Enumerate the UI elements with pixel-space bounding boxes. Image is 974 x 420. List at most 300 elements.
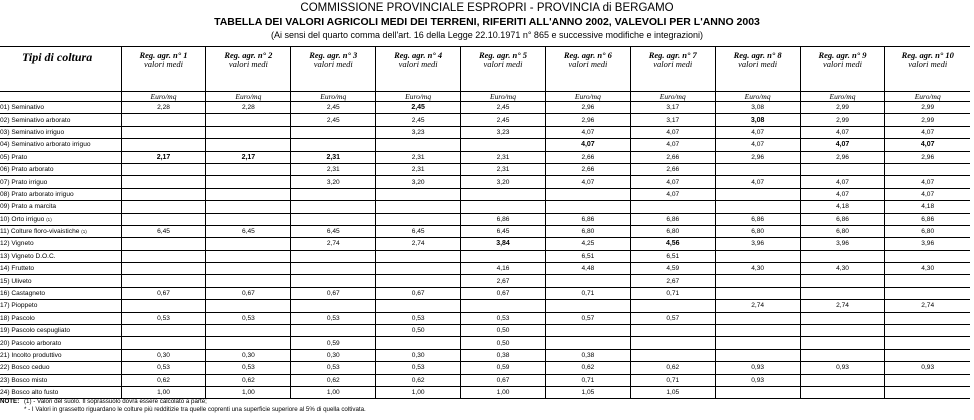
note-line-2	[0, 406, 366, 414]
table-row	[0, 188, 970, 200]
table-row	[0, 163, 970, 175]
unit-row	[0, 92, 970, 102]
crop-name	[0, 102, 121, 114]
value-cell	[885, 287, 970, 299]
table-row	[0, 287, 970, 299]
region-header-7	[630, 47, 715, 92]
value-cell: 0,93	[715, 374, 800, 386]
value-cell	[715, 201, 800, 213]
value-cell	[206, 114, 291, 126]
value-cell: 6,51	[545, 250, 630, 262]
crop-name-text: 09) Prato a marcita	[0, 203, 57, 211]
value-cell: 6,45	[461, 225, 546, 237]
value-cell: 2,28	[121, 102, 206, 114]
crop-name	[0, 151, 121, 163]
region-subtitle: valori medi	[398, 59, 438, 69]
value-cell	[630, 337, 715, 349]
value-cell: 2,31	[376, 163, 461, 175]
value-cell	[291, 325, 376, 337]
value-cell: 2,67	[630, 275, 715, 287]
region-header-1	[121, 47, 206, 92]
value-cell	[630, 349, 715, 361]
value-cell: 4,18	[885, 201, 970, 213]
value-cell	[206, 201, 291, 213]
crop-type-header: Tipi di coltura	[0, 47, 121, 92]
value-cell: 6,80	[800, 225, 885, 237]
crop-name-text: 21) Incolto produttivo	[0, 352, 62, 359]
value-cell	[800, 325, 885, 337]
crop-name-text: 06) Prato arborato	[0, 166, 54, 174]
value-cell: 2,99	[800, 114, 885, 126]
value-cell	[206, 188, 291, 200]
value-cell: 3,17	[630, 114, 715, 126]
region-header-3	[291, 47, 376, 92]
unit-cell: Euro/mq	[121, 92, 206, 102]
value-cell	[715, 250, 800, 262]
crop-name	[0, 114, 121, 126]
value-cell	[121, 300, 206, 312]
value-cell	[121, 213, 206, 225]
value-cell: 2,45	[376, 114, 461, 126]
value-cell	[376, 300, 461, 312]
crop-name-text: 19) Pascolo cespugliato	[0, 327, 71, 335]
value-cell	[121, 275, 206, 287]
region-name: Reg. agr. n° 8	[733, 50, 782, 60]
footnote-marker: (1)	[46, 216, 52, 222]
value-cell: 3,20	[376, 176, 461, 188]
value-cell	[206, 337, 291, 349]
value-cell	[121, 176, 206, 188]
region-name: Reg. agr. n° 3	[309, 50, 358, 60]
table-row	[0, 139, 970, 151]
crop-name	[0, 176, 121, 188]
table-row	[0, 275, 970, 287]
unit-cell: Euro/mq	[376, 92, 461, 102]
crop-name	[0, 163, 121, 175]
value-cell: 4,30	[800, 263, 885, 275]
value-cell	[800, 386, 885, 398]
value-cell: 0,67	[291, 287, 376, 299]
value-cell: 2,45	[461, 114, 546, 126]
value-cell: 6,86	[630, 213, 715, 225]
crop-name-text: 23) Bosco misto	[0, 376, 48, 384]
value-cell: 2,66	[545, 151, 630, 163]
value-cell	[291, 126, 376, 138]
value-cell	[121, 250, 206, 262]
region-subtitle: valori medi	[823, 59, 862, 69]
table-row	[0, 213, 970, 225]
value-cell	[376, 275, 461, 287]
value-cell: 1,00	[291, 386, 376, 398]
value-cell	[715, 337, 800, 349]
table-row	[0, 312, 970, 324]
crop-name-text: 22) Bosco ceduo	[0, 364, 50, 372]
value-cell: 0,53	[376, 362, 461, 374]
value-cell	[376, 337, 461, 349]
value-cell: 2,99	[885, 102, 970, 114]
crop-name-text: 14) Frutteto	[0, 265, 35, 273]
value-cell: 2,31	[291, 163, 376, 175]
value-cell	[376, 139, 461, 151]
value-cell: 6,80	[630, 225, 715, 237]
value-cell	[121, 114, 206, 126]
value-cell	[545, 325, 630, 337]
value-cell	[206, 238, 291, 250]
region-header-10	[885, 47, 970, 92]
value-cell: 0,30	[206, 349, 291, 361]
region-name: Reg. agr. n° 5	[478, 50, 528, 60]
value-cell: 0,71	[630, 374, 715, 386]
value-cell: 6,86	[800, 213, 885, 225]
value-cell: 2,28	[206, 102, 291, 114]
value-cell: 2,66	[545, 163, 630, 175]
value-cell: 2,45	[376, 102, 461, 114]
value-cell: 2,66	[630, 151, 715, 163]
value-cell	[715, 386, 800, 398]
page-title: COMMISSIONE PROVINCIALE ESPROPRI - PROVINCIA di BERGAMO	[300, 2, 674, 14]
value-cell	[461, 188, 546, 200]
crop-name-text: 05) Prato	[0, 153, 28, 161]
table-row	[0, 126, 970, 138]
value-cell: 0,59	[461, 362, 546, 374]
region-subtitle: valori medi	[738, 59, 778, 69]
unit-cell: Euro/mq	[885, 92, 970, 102]
value-cell: 2,96	[800, 151, 885, 163]
notes-label: NOTE:	[0, 398, 20, 405]
value-cell: 1,05	[545, 386, 630, 398]
crop-name	[0, 312, 121, 324]
table-row	[0, 250, 970, 262]
crop-name-text: 04) Seminativo arborato irriguo	[0, 141, 91, 149]
value-cell: 0,53	[291, 312, 376, 324]
page-subtitle: TABELLA DEI VALORI AGRICOLI MEDI DEI TERRENI, RIFERITI ALL'ANNO 2002, VALEVOLI PER L'ANNO 2003	[214, 16, 760, 28]
value-cell	[800, 275, 885, 287]
value-cell: 3,96	[715, 238, 800, 250]
region-header-6	[545, 47, 630, 92]
region-subtitle: valori medi	[228, 59, 268, 69]
header-row	[0, 47, 970, 92]
value-cell: 0,50	[376, 325, 461, 337]
value-cell: 0,50	[461, 337, 546, 349]
value-cell: 1,00	[376, 386, 461, 398]
value-cell	[800, 374, 885, 386]
crop-name-text: 07) Prato irriguo	[0, 178, 48, 186]
value-cell: 0,67	[206, 287, 291, 299]
value-cell	[885, 275, 970, 287]
footnote-marker: (1)	[81, 229, 87, 235]
value-cell: 3,20	[461, 176, 546, 188]
value-cell	[715, 287, 800, 299]
value-cell: 4,07	[545, 176, 630, 188]
value-cell	[121, 238, 206, 250]
value-cell	[206, 213, 291, 225]
value-cell	[206, 126, 291, 138]
value-cell	[461, 201, 546, 213]
value-cell: 4,07	[715, 176, 800, 188]
value-cell	[206, 325, 291, 337]
value-cell: 2,17	[121, 151, 206, 163]
value-cell	[206, 263, 291, 275]
region-header-8	[715, 47, 800, 92]
region-name: Reg. agr. n° 10	[901, 50, 954, 60]
value-cell	[376, 201, 461, 213]
region-header-2	[206, 47, 291, 92]
value-cell: 6,86	[715, 213, 800, 225]
value-cell: 2,45	[291, 114, 376, 126]
value-cell: 3,08	[715, 102, 800, 114]
value-cell: 0,67	[461, 287, 546, 299]
value-cell	[291, 139, 376, 151]
unit-row-blank	[0, 92, 121, 102]
value-cell: 2,99	[885, 114, 970, 126]
note-2: * - I Valori in grassetto riguardano le colture più redditizie tra quelle coprenti una superficie superiore al 5% di quella coltivata.	[24, 406, 366, 413]
value-cell: 6,86	[461, 213, 546, 225]
value-cell: 4,07	[885, 126, 970, 138]
value-cell	[885, 325, 970, 337]
value-cell	[121, 126, 206, 138]
value-cell: 0,38	[545, 349, 630, 361]
value-cell	[376, 263, 461, 275]
value-cell: 6,86	[545, 213, 630, 225]
value-cell	[545, 275, 630, 287]
value-cell: 0,57	[630, 312, 715, 324]
crop-name	[0, 213, 121, 225]
crop-name-text: 17) Pioppeto	[0, 302, 38, 310]
value-cell: 2,45	[461, 102, 546, 114]
value-cell	[885, 386, 970, 398]
value-cell	[121, 163, 206, 175]
value-cell: 4,07	[630, 126, 715, 138]
value-cell: 1,05	[630, 386, 715, 398]
crop-name-text: 15) Uliveto	[0, 277, 32, 285]
crop-name	[0, 349, 121, 361]
region-name: Reg. agr. n° 9	[818, 50, 867, 60]
table-row	[0, 176, 970, 188]
crop-name	[0, 263, 121, 275]
region-name: Reg. agr. n° 4	[394, 50, 443, 60]
value-cell: 3,23	[376, 126, 461, 138]
region-subtitle: valori medi	[144, 59, 183, 69]
crop-name-text: 03) Seminativo irriguo	[0, 128, 65, 136]
value-cell: 4,07	[545, 139, 630, 151]
value-cell: 2,96	[715, 151, 800, 163]
table-row	[0, 201, 970, 213]
region-subtitle: valori medi	[313, 59, 353, 69]
crop-name-text: 01) Seminativo	[0, 104, 44, 112]
value-cell: 4,07	[630, 188, 715, 200]
value-cell: 0,62	[545, 362, 630, 374]
value-cell	[545, 188, 630, 200]
values-table	[0, 46, 970, 399]
value-cell: 0,62	[206, 374, 291, 386]
value-cell: 2,31	[376, 151, 461, 163]
value-cell: 0,93	[800, 362, 885, 374]
value-cell: 4,07	[800, 139, 885, 151]
value-cell: 6,80	[715, 225, 800, 237]
value-cell: 3,17	[630, 102, 715, 114]
value-cell: 3,23	[461, 126, 546, 138]
value-cell: 4,07	[715, 126, 800, 138]
crop-name-text: 12) Vigneto	[0, 240, 34, 248]
crop-name	[0, 287, 121, 299]
value-cell: 0,71	[545, 287, 630, 299]
region-header-9	[800, 47, 885, 92]
value-cell: 6,45	[291, 225, 376, 237]
value-cell	[885, 312, 970, 324]
value-cell: 0,53	[206, 362, 291, 374]
value-cell	[800, 312, 885, 324]
value-cell: 1,00	[461, 386, 546, 398]
legal-reference: (Ai sensi del quarto comma dell'art. 16 della Legge 22.10.1971 n° 865 e successive modifiche e integrazioni)	[270, 30, 704, 40]
crop-name	[0, 250, 121, 262]
value-cell: 1,00	[206, 386, 291, 398]
crop-name	[0, 300, 121, 312]
value-cell	[545, 300, 630, 312]
region-subtitle: valori medi	[483, 59, 523, 69]
value-cell: 2,74	[885, 300, 970, 312]
value-cell	[800, 250, 885, 262]
value-cell	[291, 263, 376, 275]
table-row	[0, 325, 970, 337]
value-cell	[376, 188, 461, 200]
crop-name-text: 20) Pascolo arborato	[0, 339, 62, 347]
value-cell: 6,80	[545, 225, 630, 237]
table-row	[0, 225, 970, 237]
value-cell: 0,38	[461, 349, 546, 361]
table-row	[0, 349, 970, 361]
value-cell	[121, 139, 206, 151]
table-row	[0, 114, 970, 126]
crop-name	[0, 201, 121, 213]
value-cell: 0,62	[376, 374, 461, 386]
value-cell: 0,30	[291, 349, 376, 361]
value-cell: 0,53	[291, 362, 376, 374]
value-cell: 4,07	[885, 188, 970, 200]
value-cell: 0,53	[121, 362, 206, 374]
unit-cell: Euro/mq	[206, 92, 291, 102]
value-cell: 0,53	[461, 312, 546, 324]
value-cell	[461, 300, 546, 312]
table-row	[0, 263, 970, 275]
table-row	[0, 151, 970, 163]
value-cell: 4,07	[800, 176, 885, 188]
value-cell: 3,96	[800, 238, 885, 250]
value-cell: 2,17	[206, 151, 291, 163]
value-cell: 4,07	[545, 126, 630, 138]
value-cell	[121, 201, 206, 213]
value-cell	[206, 275, 291, 287]
value-cell: 2,96	[885, 151, 970, 163]
value-cell	[885, 250, 970, 262]
crop-name-text: 10) Orto irriguo	[0, 215, 45, 223]
value-cell: 4,18	[800, 201, 885, 213]
value-cell	[715, 163, 800, 175]
value-cell: 4,07	[630, 176, 715, 188]
value-cell	[121, 337, 206, 349]
value-cell: 0,30	[376, 349, 461, 361]
note-1: (1) - Valori del suolo. Il soprassuolo dovrà essere calcolato a parte;	[24, 398, 207, 405]
value-cell: 4,30	[715, 263, 800, 275]
value-cell: 4,07	[885, 176, 970, 188]
crop-name	[0, 275, 121, 287]
value-cell	[376, 213, 461, 225]
crop-name	[0, 337, 121, 349]
value-cell: 3,96	[885, 238, 970, 250]
value-cell: 4,48	[545, 263, 630, 275]
value-cell: 4,16	[461, 263, 546, 275]
value-cell	[800, 163, 885, 175]
value-cell: 2,66	[630, 163, 715, 175]
value-cell: 3,84	[461, 238, 546, 250]
value-cell: 2,74	[715, 300, 800, 312]
value-cell: 2,31	[461, 151, 546, 163]
region-header-5	[461, 47, 546, 92]
table-row	[0, 300, 970, 312]
value-cell: 2,74	[291, 238, 376, 250]
value-cell: 2,67	[461, 275, 546, 287]
value-cell: 4,56	[630, 238, 715, 250]
value-cell: 0,53	[206, 312, 291, 324]
crop-name-text: 08) Prato arborato irriguo	[0, 190, 74, 198]
value-cell	[291, 300, 376, 312]
value-cell: 0,93	[885, 362, 970, 374]
value-cell	[206, 250, 291, 262]
value-cell	[800, 337, 885, 349]
value-cell: 2,74	[376, 238, 461, 250]
note-line-1	[0, 398, 366, 406]
value-cell	[800, 349, 885, 361]
value-cell	[885, 374, 970, 386]
crop-name	[0, 126, 121, 138]
unit-cell: Euro/mq	[545, 92, 630, 102]
unit-cell: Euro/mq	[461, 92, 546, 102]
crop-name-text: 13) Vigneto D.O.C.	[0, 252, 56, 260]
value-cell	[630, 325, 715, 337]
unit-cell: Euro/mq	[800, 92, 885, 102]
region-name: Reg. agr. n° 6	[563, 50, 612, 60]
value-cell: 0,67	[376, 287, 461, 299]
value-cell	[206, 139, 291, 151]
value-cell	[291, 188, 376, 200]
value-cell	[715, 275, 800, 287]
region-subtitle: valori medi	[908, 59, 948, 69]
region-name: Reg. agr. n° 2	[224, 50, 273, 60]
value-cell: 0,71	[630, 287, 715, 299]
crop-name	[0, 139, 121, 151]
region-subtitle: valori medi	[568, 59, 608, 69]
region-header-4	[376, 47, 461, 92]
region-name: Reg. agr. n° 1	[139, 50, 188, 60]
crop-name-text: 24) Bosco alto fusto	[0, 389, 59, 397]
crop-name	[0, 374, 121, 386]
value-cell: 0,59	[291, 337, 376, 349]
value-cell	[715, 188, 800, 200]
value-cell: 0,71	[545, 374, 630, 386]
value-cell	[715, 312, 800, 324]
unit-cell: Euro/mq	[715, 92, 800, 102]
value-cell	[376, 250, 461, 262]
crop-name-text: 18) Pascolo	[0, 314, 35, 322]
value-cell: 2,31	[291, 151, 376, 163]
value-cell: 6,45	[121, 225, 206, 237]
value-cell: 6,80	[885, 225, 970, 237]
value-cell	[461, 139, 546, 151]
value-cell: 4,07	[800, 188, 885, 200]
notes	[0, 398, 366, 414]
crop-name	[0, 225, 121, 237]
value-cell	[630, 201, 715, 213]
value-cell	[121, 188, 206, 200]
